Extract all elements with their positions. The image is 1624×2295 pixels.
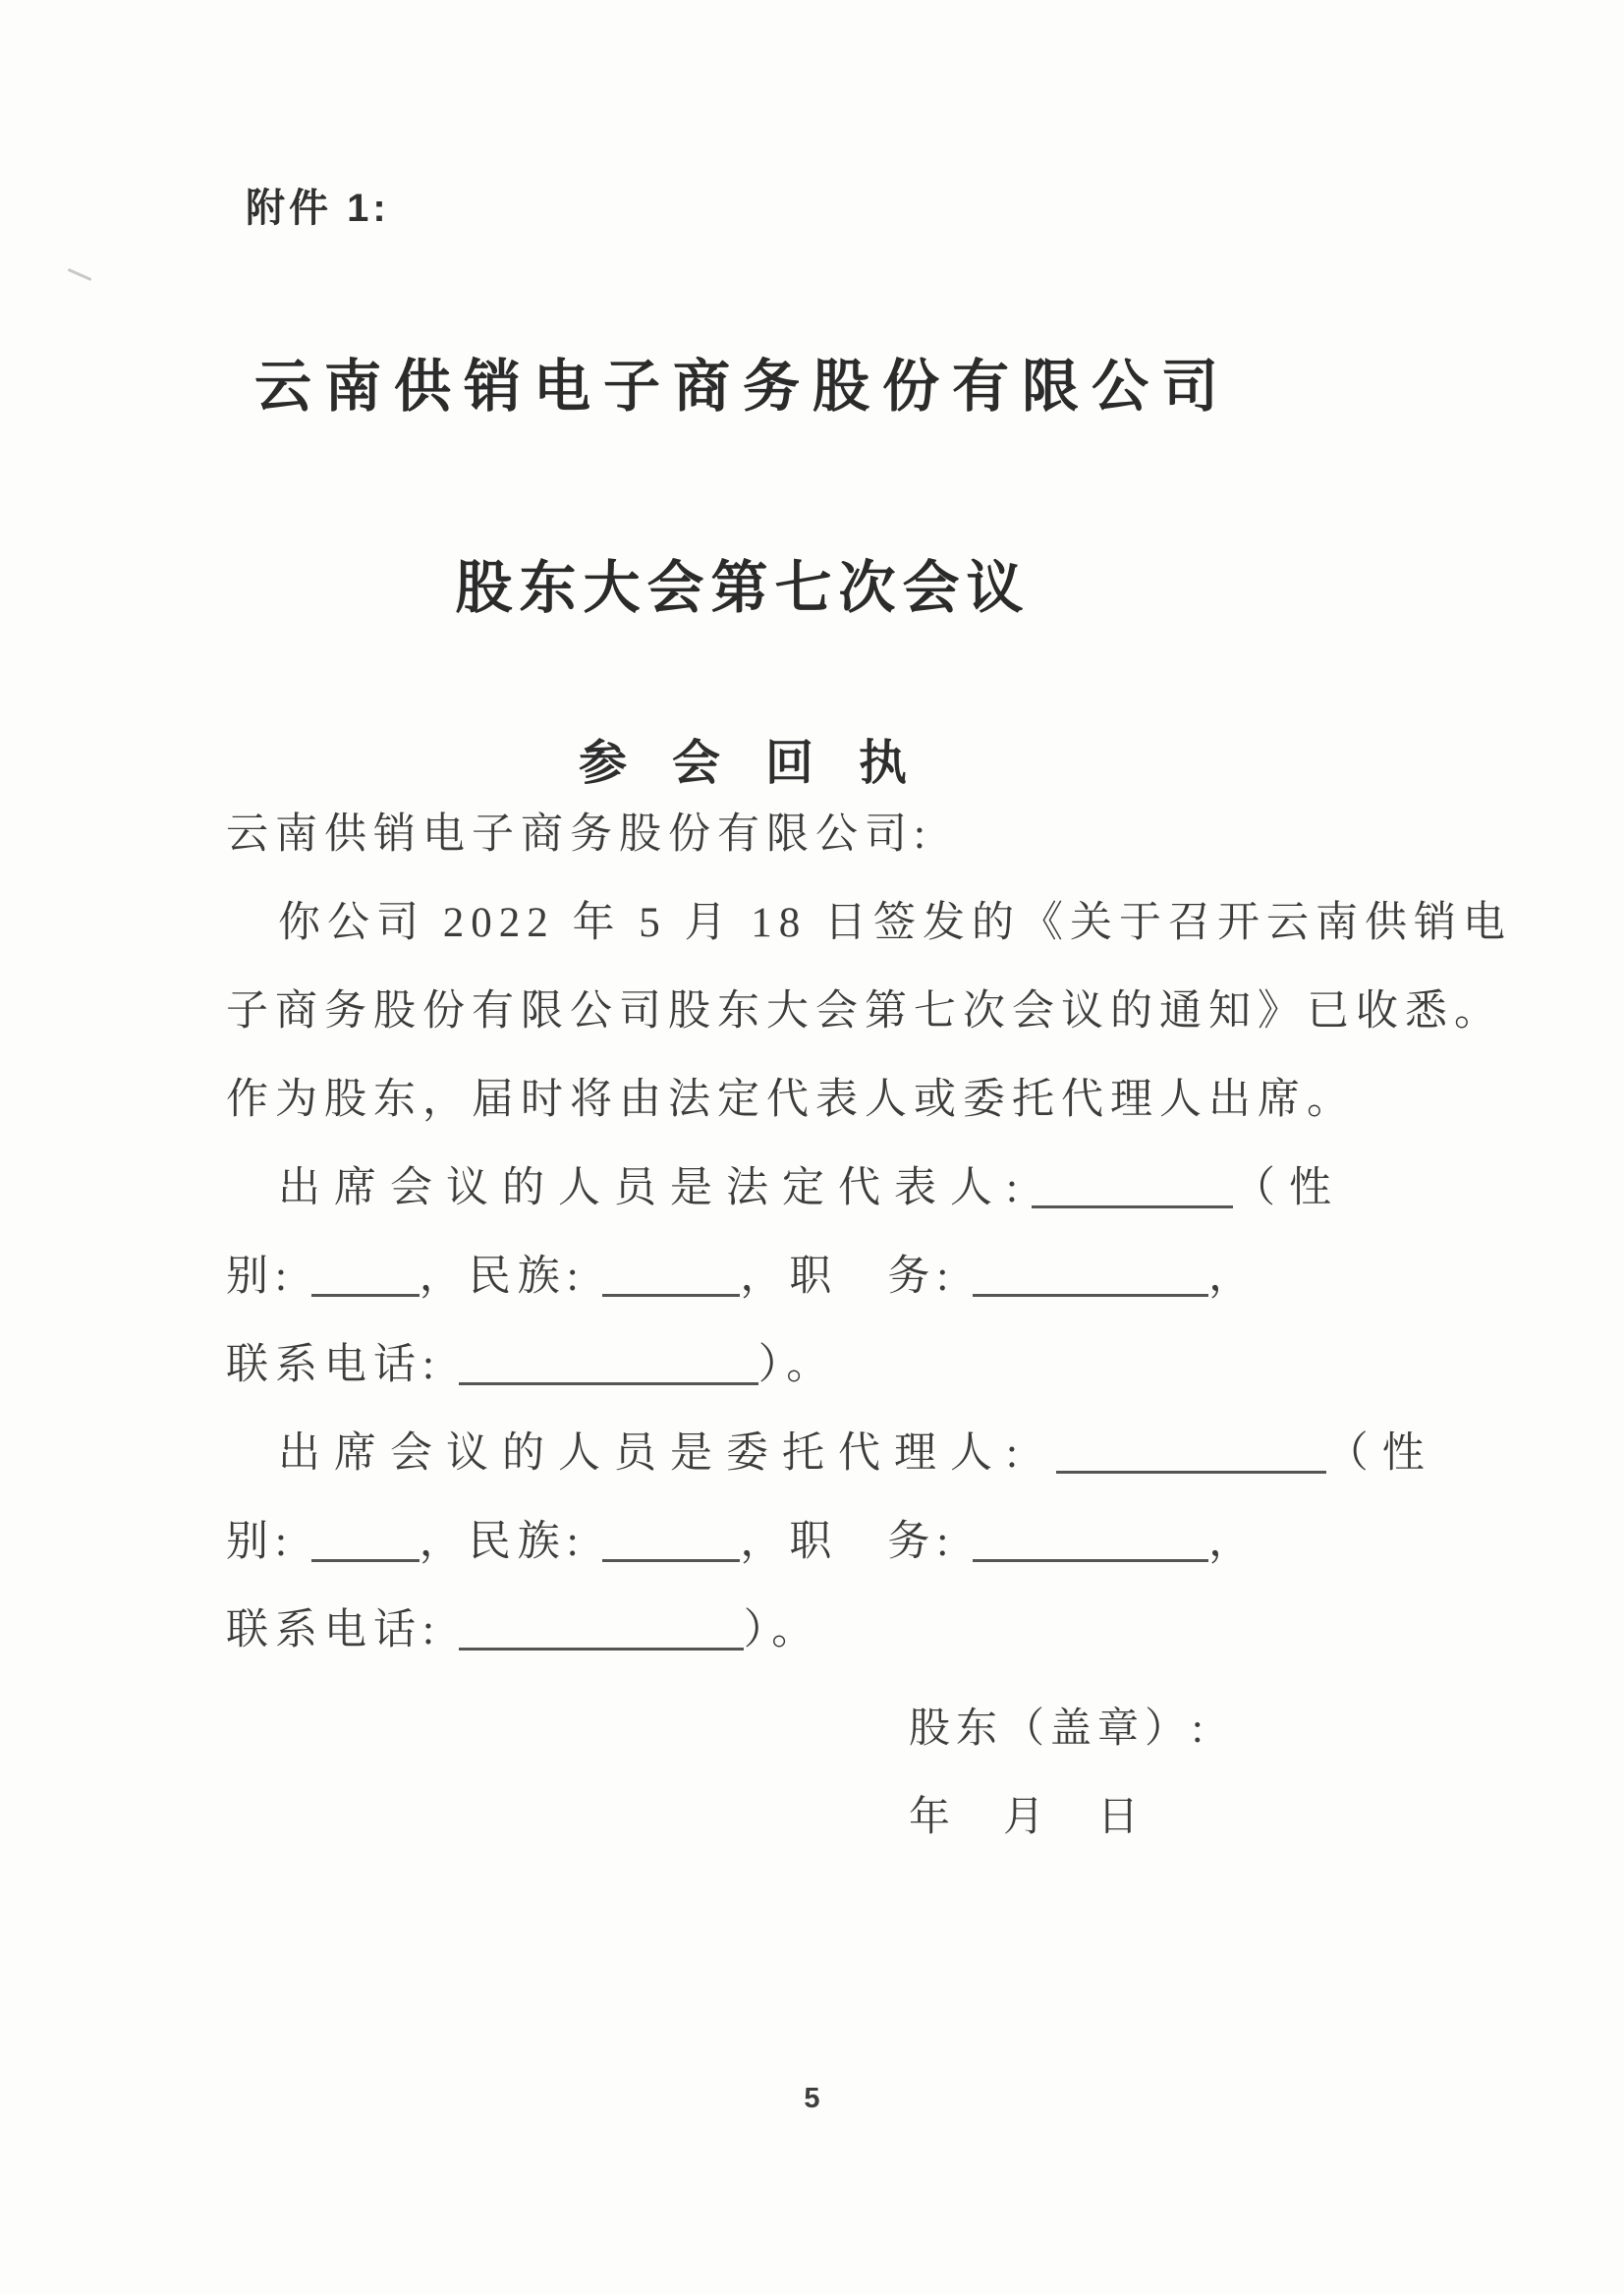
legal-rep-phone-line: [226, 1321, 1498, 1410]
legal-rep-label: 出席会议的人员是法定代表人:: [278, 1165, 1032, 1211]
phone-blank: [459, 1621, 744, 1651]
proxy-open-paren: （性: [1325, 1430, 1438, 1477]
position-label: ，职 务:: [740, 1519, 956, 1565]
position-label: ，职 务:: [740, 1254, 956, 1300]
legal-rep-open-paren: （性: [1232, 1165, 1345, 1211]
proxy-phone-line: [226, 1587, 1498, 1675]
document-title-line1: 云南供销电子商务股份有限公司: [253, 355, 1231, 419]
document-title-line2: 股东大会第七次会议: [455, 556, 1031, 620]
gender-blank: [311, 1267, 420, 1297]
closing-paren: ）。: [743, 1607, 821, 1653]
trailing-comma: ，: [1208, 1519, 1259, 1565]
ethnicity-label: ，民族:: [419, 1519, 586, 1565]
proxy-line: [226, 1410, 1498, 1498]
ethnicity-label: ，民族:: [419, 1254, 586, 1300]
position-blank: [973, 1267, 1208, 1297]
phone-label: 联系电话:: [226, 1607, 441, 1653]
gender-label: 别:: [226, 1254, 294, 1300]
gender-label: 别:: [226, 1519, 294, 1565]
gender-blank: [311, 1533, 420, 1562]
section-heading-reply-slip: 参会回执: [578, 736, 952, 790]
scan-artifact-mark: [68, 268, 92, 281]
ethnicity-blank: [602, 1533, 740, 1562]
phone-blank: [459, 1356, 758, 1385]
closing-paren: ）。: [757, 1342, 836, 1388]
page-number: 5: [804, 2083, 820, 2114]
paragraph1-line3: 作为股东，届时将由法定代表人或委托代理人出席。: [226, 1077, 1356, 1123]
paragraph1-line1: 你公司 2022 年 5 月 18 日签发的《关于召开云南供销电: [278, 900, 1512, 946]
proxy-details-line: [226, 1498, 1498, 1587]
legal-rep-line: [226, 1145, 1498, 1233]
date-line: 年 月 日: [909, 1795, 1146, 1840]
paragraph1-line2: 子商务股份有限公司股东大会第七次会议的通知》已收悉。: [226, 988, 1503, 1035]
document-body: [226, 791, 1512, 1675]
ethnicity-blank: [602, 1267, 740, 1297]
position-blank: [973, 1533, 1208, 1562]
proxy-label: 出席会议的人员是委托代理人:: [278, 1430, 1032, 1477]
trailing-comma: ，: [1208, 1254, 1259, 1300]
phone-label: 联系电话:: [226, 1342, 441, 1388]
shareholder-stamp-line: 股东（盖章）:: [909, 1707, 1209, 1752]
legal-rep-details-line: [226, 1233, 1498, 1321]
legal-rep-name-blank: [1032, 1179, 1233, 1208]
salutation-line: 云南供销电子商务股份有限公司:: [226, 812, 932, 858]
proxy-name-blank: [1056, 1444, 1326, 1474]
attachment-label: 附件 1:: [246, 187, 390, 230]
